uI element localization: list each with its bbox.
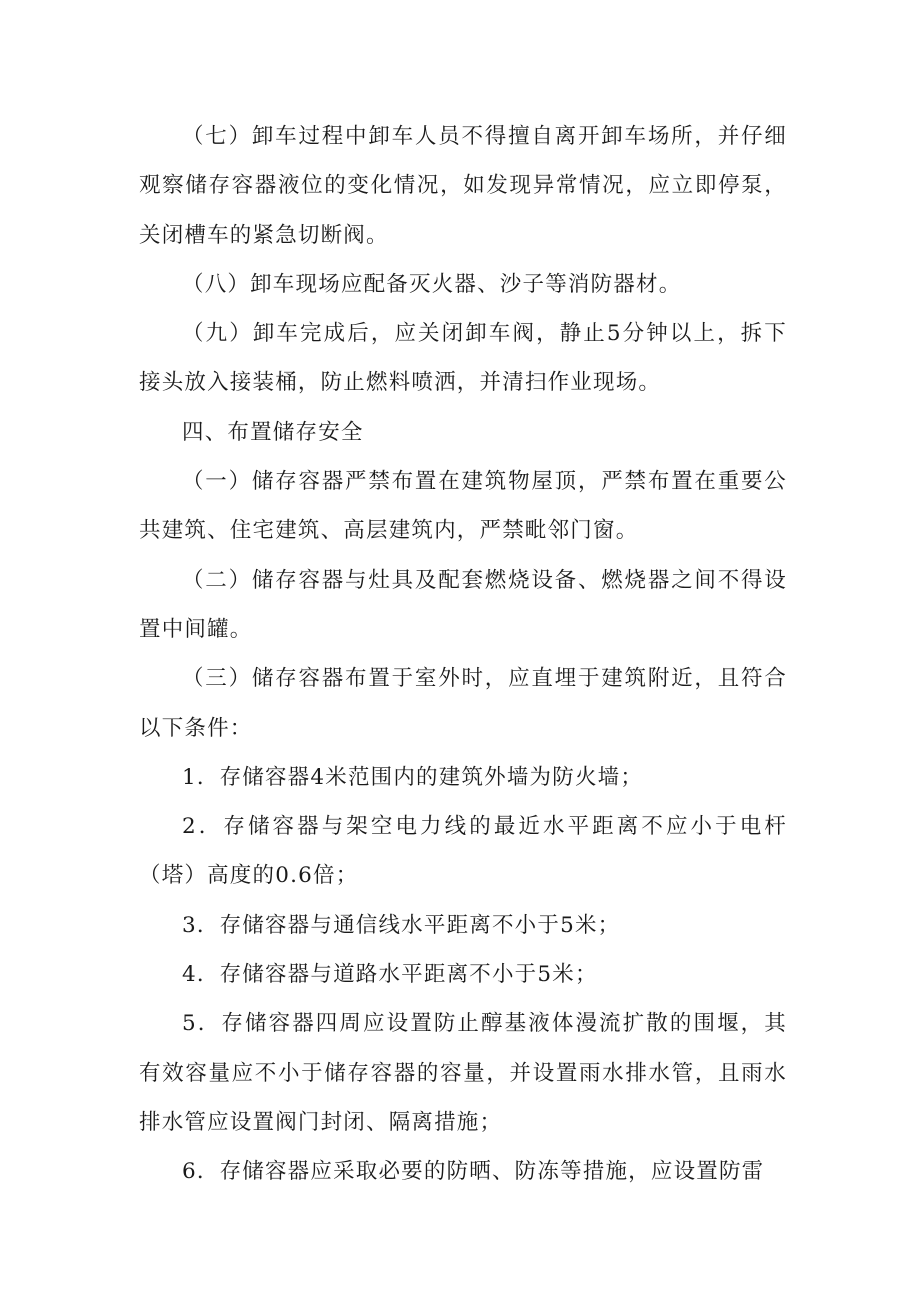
- list-item-bund-wall: 5．存储容器四周应设置防止醇基液体漫流扩散的围堰，其有效容量应不小于储存容器的容量，并设置雨水排水管，且雨水排水管应设置阀门封闭、隔离措施；: [139, 1011, 787, 1135]
- paragraph-container-placement: （一）储存容器严禁布置在建筑物屋顶，严禁布置在重要公共建筑、住宅建筑、高层建筑内，严禁毗邻门窗。: [139, 469, 787, 544]
- paragraph-unloading-completion: （九）卸车完成后，应关闭卸车阀，静止5分钟以上，拆下接头放入接装桶，防止燃料喷洒，并清扫作业现场。: [139, 321, 787, 396]
- paragraph-outdoor-conditions: （三）储存容器布置于室外时，应直埋于建筑附近，且符合以下条件：: [139, 666, 787, 741]
- list-item-protection-measures: 6．存储容器应采取必要的防晒、防冻等措施，应设置防雷: [182, 1159, 765, 1185]
- paragraph-fire-equipment: （八）卸车现场应配备灭火器、沙子等消防器材。: [182, 271, 682, 297]
- list-item-power-line-distance: 2．存储容器与架空电力线的最近水平距离不应小于电杆（塔）高度的0.6倍；: [139, 814, 787, 889]
- list-item-road-distance: 4．存储容器与道路水平距离不小于5米；: [182, 962, 598, 988]
- list-item-firewall: 1．存储容器4米范围内的建筑外墙为防火墙；: [182, 764, 644, 790]
- document-body: [139, 112, 787, 1197]
- list-item-communication-line-distance: 3．存储容器与通信线水平距离不小于5米；: [182, 912, 621, 938]
- paragraph-unloading-supervision: （七）卸车过程中卸车人员不得擅自离开卸车场所，并仔细观察储存容器液位的变化情况，如发现异常情况，应立即停泵，关闭槽车的紧急切断阀。: [139, 124, 787, 248]
- paragraph-no-intermediate-tank: （二）储存容器与灶具及配套燃烧设备、燃烧器之间不得设置中间罐。: [139, 567, 787, 642]
- section-heading-storage-safety: 四、布置储存安全: [182, 419, 364, 445]
